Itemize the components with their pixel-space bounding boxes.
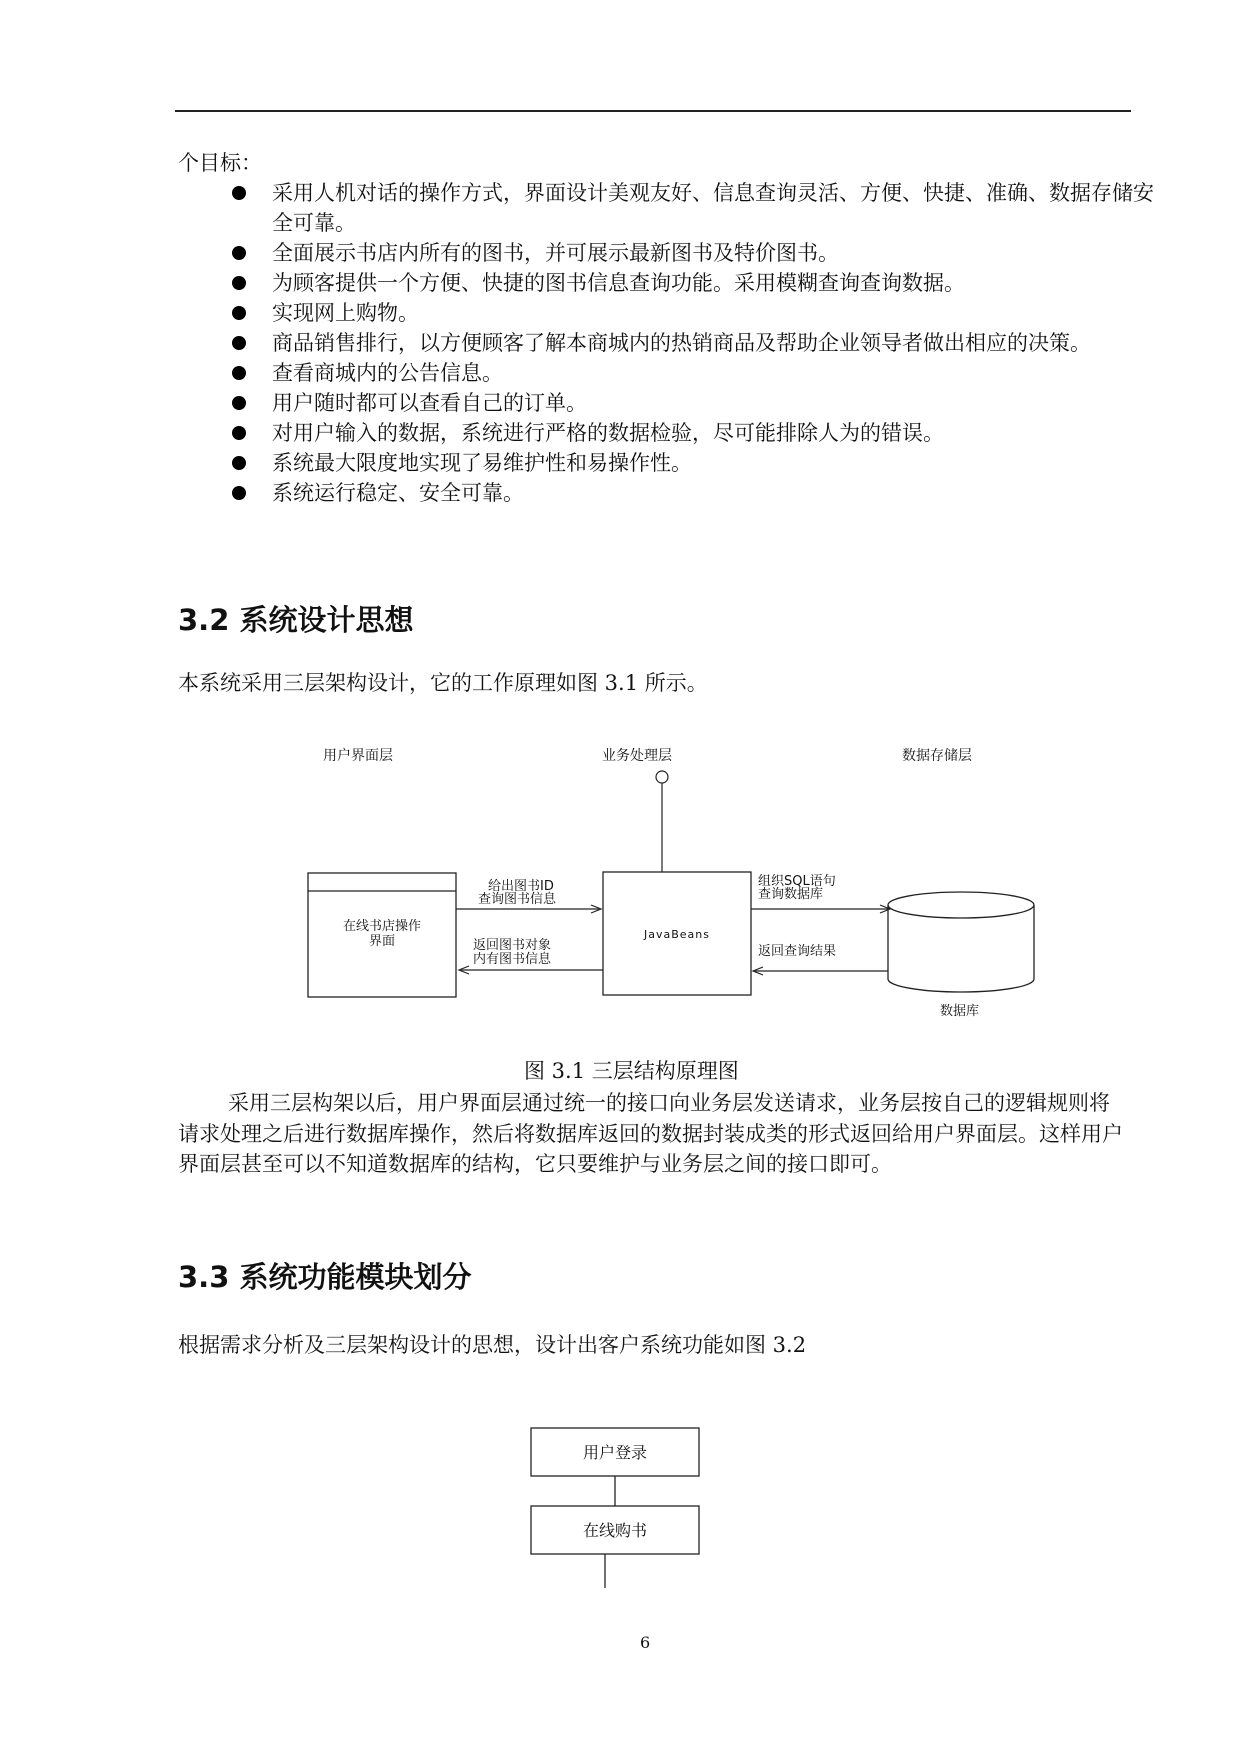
goal-text: 商品销售排行，以方便顾客了解本商城内的热销商品及帮助企业领导者做出相应的决策。 bbox=[272, 331, 1091, 355]
sql-label-1: 组织SQL语句 bbox=[758, 874, 836, 889]
page-number: 6 bbox=[640, 1633, 651, 1652]
result-label: 返回查询结果 bbox=[758, 944, 837, 959]
bullet-dot-icon bbox=[232, 426, 246, 440]
header-rule bbox=[175, 110, 1131, 112]
goal-text: 实现网上购物。 bbox=[272, 301, 419, 325]
goal-text: 为顾客提供一个方便、快捷的图书信息查询功能。采用模糊查询查询数据。 bbox=[272, 271, 965, 295]
database-label: 数据库 bbox=[940, 1004, 980, 1019]
bullet-dot-icon bbox=[232, 246, 246, 260]
bullet-dot-icon bbox=[232, 366, 246, 380]
goal-text: 系统运行稳定、安全可靠。 bbox=[272, 481, 524, 505]
goal-text: 采用人机对话的操作方式，界面设计美观友好、信息查询灵活、方便、快捷、准确、数据存储安全可靠。 bbox=[272, 181, 1154, 235]
goal-item bbox=[232, 298, 1167, 328]
label-data-layer: 数据存储层 bbox=[902, 748, 972, 764]
label-ui-layer: 用户界面层 bbox=[323, 748, 393, 764]
section-3-2-intro: 本系统采用三层架构设计，它的工作原理如图 3.1 所示。 bbox=[178, 671, 708, 695]
section-3-3-heading: 3.3 系统功能模块划分 bbox=[178, 1260, 472, 1294]
goal-item bbox=[232, 478, 1167, 508]
goal-item bbox=[232, 238, 1167, 268]
bullet-dot-icon bbox=[232, 456, 246, 470]
request-label-1: 给出图书ID bbox=[488, 879, 554, 894]
flow-box-shop-label: 在线购书 bbox=[582, 1521, 648, 1540]
database-cylinder bbox=[888, 892, 1034, 992]
business-box-label: JavaBeans bbox=[644, 928, 710, 941]
goal-item bbox=[232, 268, 1167, 298]
goal-text: 查看商城内的公告信息。 bbox=[272, 361, 503, 385]
goal-text: 对用户输入的数据，系统进行严格的数据检验，尽可能排除人为的错误。 bbox=[272, 421, 944, 445]
ui-box-label-2: 界面 bbox=[368, 934, 396, 949]
goal-text: 系统最大限度地实现了易维护性和易操作性。 bbox=[272, 451, 692, 475]
bullet-dot-icon bbox=[232, 336, 246, 350]
goal-item bbox=[232, 448, 1167, 478]
goals-list bbox=[232, 178, 1167, 508]
bullet-dot-icon bbox=[232, 306, 246, 320]
three-tier-diagram bbox=[290, 745, 1080, 1035]
figure-caption: 图 3.1 三层结构原理图 bbox=[524, 1059, 739, 1083]
goal-text: 全面展示书店内所有的图书，并可展示最新图书及特价图书。 bbox=[272, 241, 839, 265]
goal-text: 用户随时都可以查看自己的订单。 bbox=[272, 391, 587, 415]
goal-item bbox=[232, 388, 1167, 418]
response-label-1: 返回图书对象 bbox=[473, 938, 552, 953]
lead-text: 个目标： bbox=[178, 151, 262, 175]
goal-item bbox=[232, 358, 1167, 388]
section-3-2-heading: 3.2 系统设计思想 bbox=[178, 603, 414, 637]
ui-box-label-1: 在线书店操作 bbox=[342, 919, 422, 934]
actor-circle bbox=[656, 771, 668, 783]
request-label-2: 查询图书信息 bbox=[478, 892, 557, 907]
goal-item bbox=[232, 178, 1167, 238]
bullet-dot-icon bbox=[232, 396, 246, 410]
flow-box-login-label: 用户登录 bbox=[582, 1443, 648, 1462]
goal-item bbox=[232, 328, 1167, 358]
function-flow-diagram bbox=[520, 1420, 720, 1595]
label-business-layer: 业务处理层 bbox=[602, 748, 672, 764]
sql-label-2: 查询数据库 bbox=[758, 887, 824, 902]
section-3-2-body: 采用三层构架以后，用户界面层通过统一的接口向业务层发送请求，业务层按自己的逻辑规则将请求处理之后进行数据库操作，然后将数据库返回的数据封装成类的形式返回给用户界面层。这样用户界面层甚至可以不知道数据库的结构，它只要维护与业务层之间的接口即可。 bbox=[178, 1091, 1123, 1176]
bullet-dot-icon bbox=[232, 276, 246, 290]
bullet-dot-icon bbox=[232, 486, 246, 500]
bullet-dot-icon bbox=[232, 186, 246, 200]
goal-item bbox=[232, 418, 1167, 448]
section-3-3-intro: 根据需求分析及三层架构设计的思想，设计出客户系统功能如图 3.2 bbox=[178, 1333, 807, 1357]
response-label-2: 内有图书信息 bbox=[473, 952, 552, 967]
